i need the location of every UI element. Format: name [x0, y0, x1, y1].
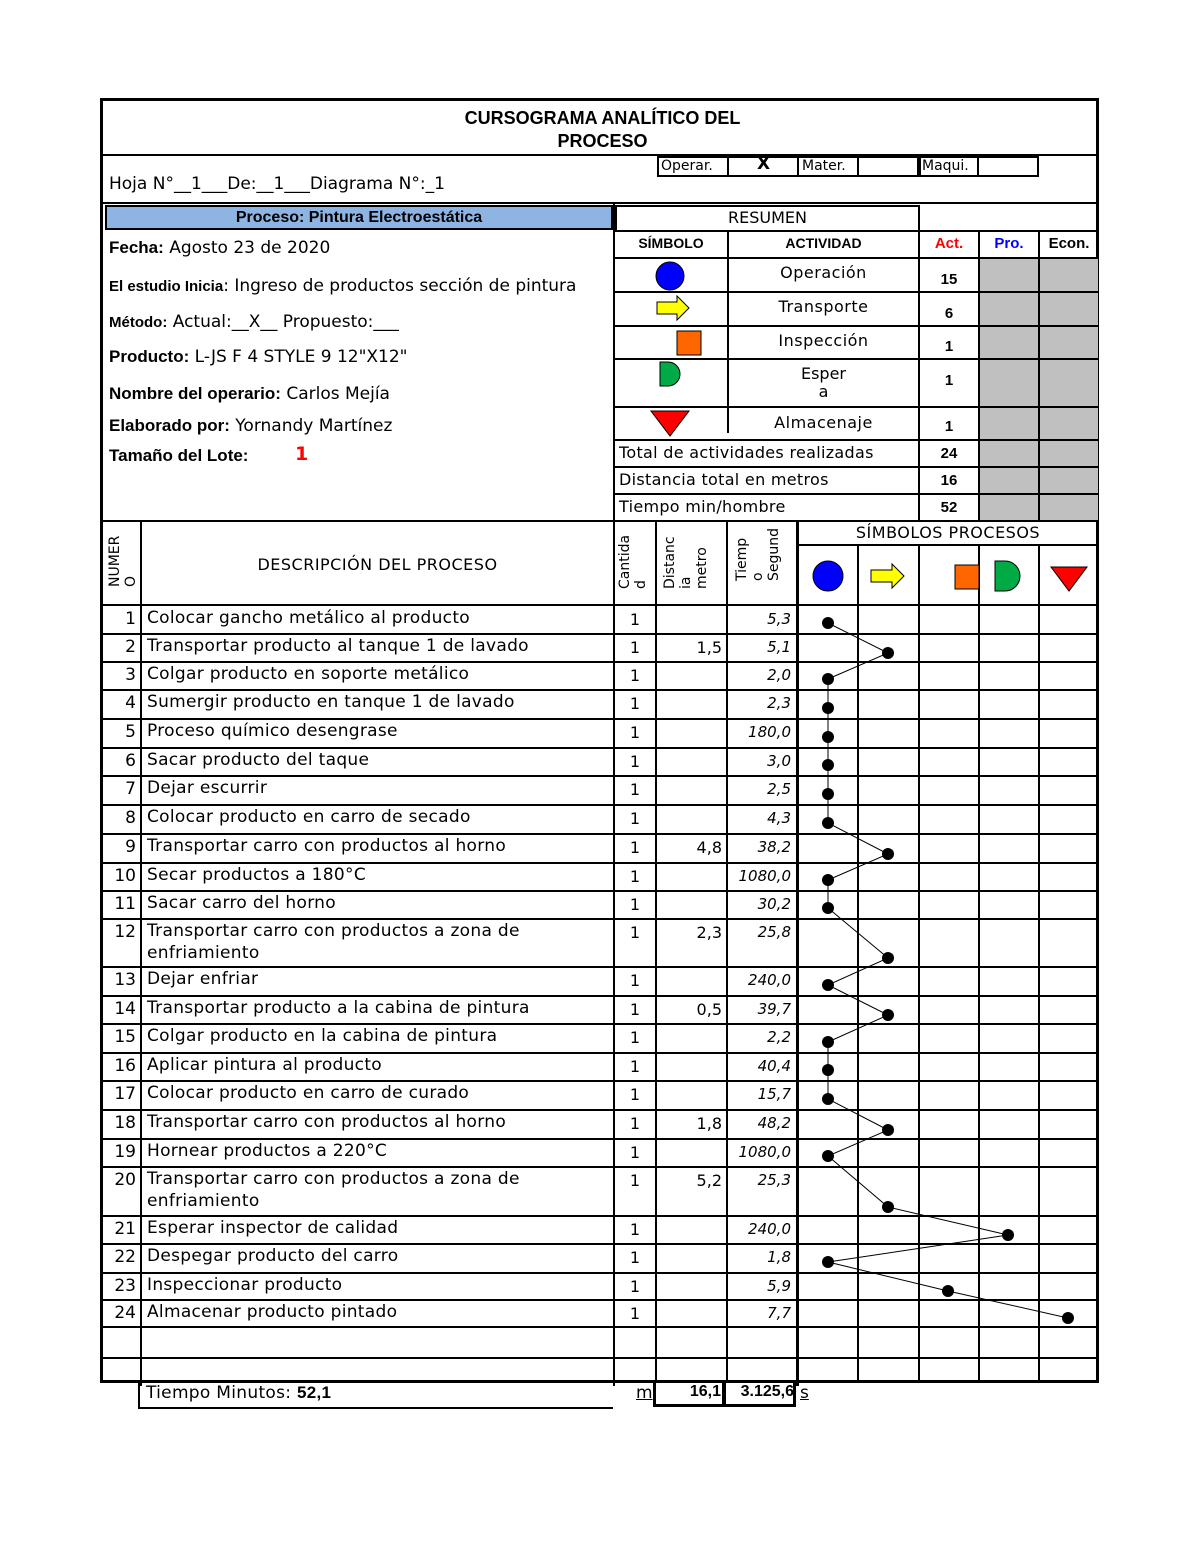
- row-number: 6: [125, 751, 136, 771]
- maqui-label: Maqui.: [922, 158, 969, 174]
- row-number: 15: [114, 1027, 136, 1047]
- row-quantity: 1: [629, 638, 641, 657]
- row-number: 13: [114, 970, 136, 990]
- row-number: 17: [114, 1084, 136, 1104]
- row-time: 240,0: [748, 1220, 791, 1238]
- flow-dot: [882, 848, 894, 860]
- col-desc-header: DESCRIPCIÓN DEL PROCESO: [257, 555, 498, 574]
- metodo-field: Método: Actual:__X__ Propuesto:___: [109, 312, 399, 332]
- row-number: 4: [125, 693, 136, 713]
- flow-dot: [822, 1256, 834, 1268]
- flow-dot: [882, 647, 894, 659]
- summary-col-econ: Econ.: [1048, 235, 1090, 252]
- row-quantity: 1: [629, 895, 641, 914]
- flow-dot: [1002, 1229, 1014, 1241]
- row-description: Sacar producto del taque: [147, 750, 370, 770]
- row-description: Dejar enfriar: [147, 969, 259, 989]
- footer-distance-total: 16,1: [689, 1383, 721, 1400]
- summary-act-espera: 1: [944, 372, 954, 389]
- flow-dot: [882, 1201, 894, 1213]
- row-description: Sacar carro del horno: [147, 893, 336, 913]
- elaborado-field: Elaborado por: Yornandy Martínez: [109, 416, 393, 436]
- row-quantity: 1: [629, 971, 641, 990]
- row-time: 48,2: [757, 1114, 791, 1132]
- row-number: 9: [125, 837, 136, 857]
- row-description: Aplicar pintura al producto: [147, 1055, 382, 1075]
- row-number: 2: [125, 637, 136, 657]
- row-number: 10: [114, 866, 136, 886]
- row-time: 39,7: [757, 1000, 791, 1018]
- row-quantity: 1: [629, 1057, 641, 1076]
- row-number: 24: [114, 1303, 136, 1323]
- summary-act-inspeccion: 1: [944, 338, 954, 355]
- flow-dot: [822, 1064, 834, 1076]
- row-quantity: 1: [629, 666, 641, 685]
- row-description: Colocar producto en carro de secado: [147, 807, 471, 827]
- flow-dot: [822, 1036, 834, 1048]
- row-time: 40,4: [757, 1057, 791, 1075]
- flow-dot: [822, 979, 834, 991]
- row-quantity: 1: [629, 1220, 641, 1239]
- summary-distance-value: 16: [940, 472, 958, 489]
- row-quantity: 1: [629, 1143, 641, 1162]
- flow-dot: [882, 1124, 894, 1136]
- row-quantity: 1: [629, 694, 641, 713]
- row-time: 25,8: [757, 923, 791, 941]
- summary-activity-espera: Esper a: [800, 364, 847, 401]
- title-line-1: CURSOGRAMA ANALÍTICO DEL: [464, 108, 741, 128]
- row-number: 18: [114, 1113, 136, 1133]
- row-description: Colocar producto en carro de curado: [147, 1083, 470, 1103]
- col-num-header: NUMER O: [107, 535, 139, 587]
- row-quantity: 1: [629, 923, 641, 942]
- row-description: Secar productos a 180°C: [147, 865, 366, 885]
- row-description: Colocar gancho metálico al producto: [147, 608, 470, 628]
- row-quantity: 1: [629, 809, 641, 828]
- operar-mark: X: [757, 154, 771, 174]
- summary-act-almacenaje: 1: [944, 418, 954, 435]
- row-number: 16: [114, 1056, 136, 1076]
- summary-activity-inspeccion: Inspección: [778, 331, 869, 350]
- summary-col-act: Act.: [934, 235, 964, 252]
- row-time: 240,0: [748, 971, 791, 989]
- row-number: 19: [114, 1142, 136, 1162]
- producto-field: Producto: L-JS F 4 STYLE 9 12"X12": [109, 347, 408, 367]
- row-time: 4,3: [767, 809, 791, 827]
- row-quantity: 1: [629, 752, 641, 771]
- row-time: 2,5: [767, 780, 791, 798]
- row-number: 1: [125, 609, 136, 629]
- row-number: 22: [114, 1247, 136, 1267]
- row-quantity: 1: [629, 610, 641, 629]
- footer-s-unit: s: [800, 1383, 809, 1403]
- summary-col-pro: Pro.: [994, 235, 1024, 252]
- row-time: 7,7: [767, 1304, 791, 1322]
- col-dist-header: Distanc ia metro: [662, 536, 710, 589]
- row-number: 8: [125, 808, 136, 828]
- summary-col-symbol: SÍMBOLO: [638, 235, 704, 251]
- row-number: 11: [114, 894, 136, 914]
- flow-dot: [882, 1009, 894, 1021]
- row-number: 20: [114, 1170, 136, 1190]
- row-quantity: 1: [629, 1304, 641, 1323]
- flow-dot: [822, 673, 834, 685]
- row-time: 15,7: [757, 1085, 791, 1103]
- row-time: 38,2: [757, 838, 791, 856]
- operario-field: Nombre del operario: Carlos Mejía: [109, 384, 390, 404]
- flow-dot: [822, 902, 834, 914]
- flow-dot: [822, 1093, 834, 1105]
- summary-total-label: Total de actividades realizadas: [619, 443, 874, 462]
- flow-dot: [822, 617, 834, 629]
- flow-dot: [822, 702, 834, 714]
- row-number: 3: [125, 665, 136, 685]
- row-description: Sumergir producto en tanque 1 de lavado: [147, 692, 515, 712]
- row-quantity: 1: [629, 1248, 641, 1267]
- summary-activity-operacion: Operación: [780, 263, 867, 282]
- row-time: 1080,0: [738, 1143, 791, 1161]
- flow-dot: [942, 1285, 954, 1297]
- row-description: Transportar carro con productos a zona de enfriamiento: [147, 921, 520, 963]
- row-time: 5,1: [767, 638, 791, 656]
- footer-minutes: Tiempo Minutos: 52,1: [146, 1383, 332, 1403]
- row-number: 14: [114, 999, 136, 1019]
- row-time: 5,3: [767, 610, 791, 628]
- row-distance: 0,5: [696, 1000, 722, 1019]
- row-quantity: 1: [629, 1277, 641, 1296]
- row-description: Transportar carro con productos al horno: [147, 836, 507, 856]
- row-quantity: 1: [629, 1114, 641, 1133]
- summary-distance-label: Distancia total en metros: [619, 470, 829, 489]
- row-time: 25,3: [757, 1171, 791, 1189]
- lote-value: 1: [295, 443, 309, 465]
- row-distance: 1,8: [696, 1114, 722, 1133]
- row-time: 3,0: [767, 752, 791, 770]
- row-quantity: 1: [629, 1000, 641, 1019]
- sheet-number-line: Hoja N°__1___De:__1___Diagrama N°:_1: [109, 174, 445, 194]
- row-description: Transportar carro con productos a zona de enfriamiento: [147, 1169, 520, 1211]
- row-description: Dejar escurrir: [147, 778, 268, 798]
- process-banner: Proceso: Pintura Electroestática: [105, 205, 613, 230]
- row-description: Transportar producto al tanque 1 de lavado: [147, 636, 529, 656]
- flow-dot: [882, 952, 894, 964]
- row-quantity: 1: [629, 867, 641, 886]
- row-number: 21: [114, 1219, 136, 1239]
- flow-polyline: [828, 623, 1068, 1318]
- summary-act-operacion: 15: [940, 271, 958, 288]
- row-description: Almacenar producto pintado: [147, 1302, 398, 1322]
- row-distance: 1,5: [696, 638, 722, 657]
- flow-dot: [822, 874, 834, 886]
- row-description: Transportar carro con productos al horno: [147, 1112, 507, 1132]
- process-flow-line: [103, 101, 1098, 1386]
- col-qty-header: Cantida d: [617, 534, 649, 589]
- row-number: 7: [125, 779, 136, 799]
- row-description: Proceso químico desengrase: [147, 721, 398, 741]
- summary-activity-almacenaje: Almacenaje: [774, 413, 873, 432]
- row-description: Despegar producto del carro: [147, 1246, 399, 1266]
- row-quantity: 1: [629, 1085, 641, 1104]
- row-quantity: 1: [629, 723, 641, 742]
- footer-time-total: 3.125,6: [740, 1383, 794, 1400]
- summary-activity-transporte: Transporte: [778, 297, 869, 316]
- summary-col-activity: ACTIVIDAD: [785, 235, 862, 251]
- row-description: Hornear productos a 220°C: [147, 1141, 388, 1161]
- row-number: 5: [125, 722, 136, 742]
- summary-time-label: Tiempo min/hombre: [619, 497, 786, 516]
- flow-dot: [1062, 1312, 1074, 1324]
- row-time: 2,2: [767, 1028, 791, 1046]
- flow-dot: [822, 731, 834, 743]
- row-quantity: 1: [629, 1171, 641, 1190]
- row-time: 30,2: [757, 895, 791, 913]
- row-quantity: 1: [629, 838, 641, 857]
- summary-time-value: 52: [940, 499, 958, 516]
- row-time: 1080,0: [738, 867, 791, 885]
- fecha-field: Fecha: Agosto 23 de 2020: [109, 238, 331, 258]
- summary-act-transporte: 6: [944, 305, 954, 322]
- lote-field: Tamaño del Lote:: [109, 446, 249, 465]
- row-description: Colgar producto en soporte metálico: [147, 664, 470, 684]
- row-description: Inspeccionar producto: [147, 1275, 343, 1295]
- flow-dot: [822, 788, 834, 800]
- summary-title: RESUMEN: [728, 208, 807, 227]
- operar-label: Operar.: [661, 158, 713, 174]
- row-distance: 2,3: [696, 923, 722, 942]
- flow-dot: [822, 759, 834, 771]
- row-time: 2,0: [767, 666, 791, 684]
- inicia-field: El estudio Inicia: Ingreso de productos sección de pintura: [109, 276, 577, 296]
- row-quantity: 1: [629, 780, 641, 799]
- row-distance: 5,2: [696, 1171, 722, 1190]
- row-description: Colgar producto en la cabina de pintura: [147, 1026, 498, 1046]
- col-time-header: Tiemp o Segund: [734, 527, 782, 581]
- row-time: 180,0: [748, 723, 791, 741]
- row-number: 12: [114, 922, 136, 942]
- summary-total-value: 24: [940, 445, 958, 462]
- row-time: 1,8: [767, 1248, 791, 1266]
- row-time: 5,9: [767, 1277, 791, 1295]
- flow-dot: [822, 817, 834, 829]
- mater-label: Mater.: [802, 158, 846, 174]
- row-distance: 4,8: [696, 838, 722, 857]
- row-time: 2,3: [767, 694, 791, 712]
- flow-dot: [822, 1150, 834, 1162]
- row-number: 23: [114, 1276, 136, 1296]
- row-description: Esperar inspector de calidad: [147, 1218, 399, 1238]
- title-line-2: PROCESO: [557, 131, 648, 151]
- row-description: Transportar producto a la cabina de pintura: [147, 998, 530, 1018]
- row-quantity: 1: [629, 1028, 641, 1047]
- footer-m-unit: m: [636, 1383, 653, 1403]
- process-chart-sheet: [100, 98, 1099, 1383]
- symbols-header: SÍMBOLOS PROCESOS: [855, 523, 1041, 542]
